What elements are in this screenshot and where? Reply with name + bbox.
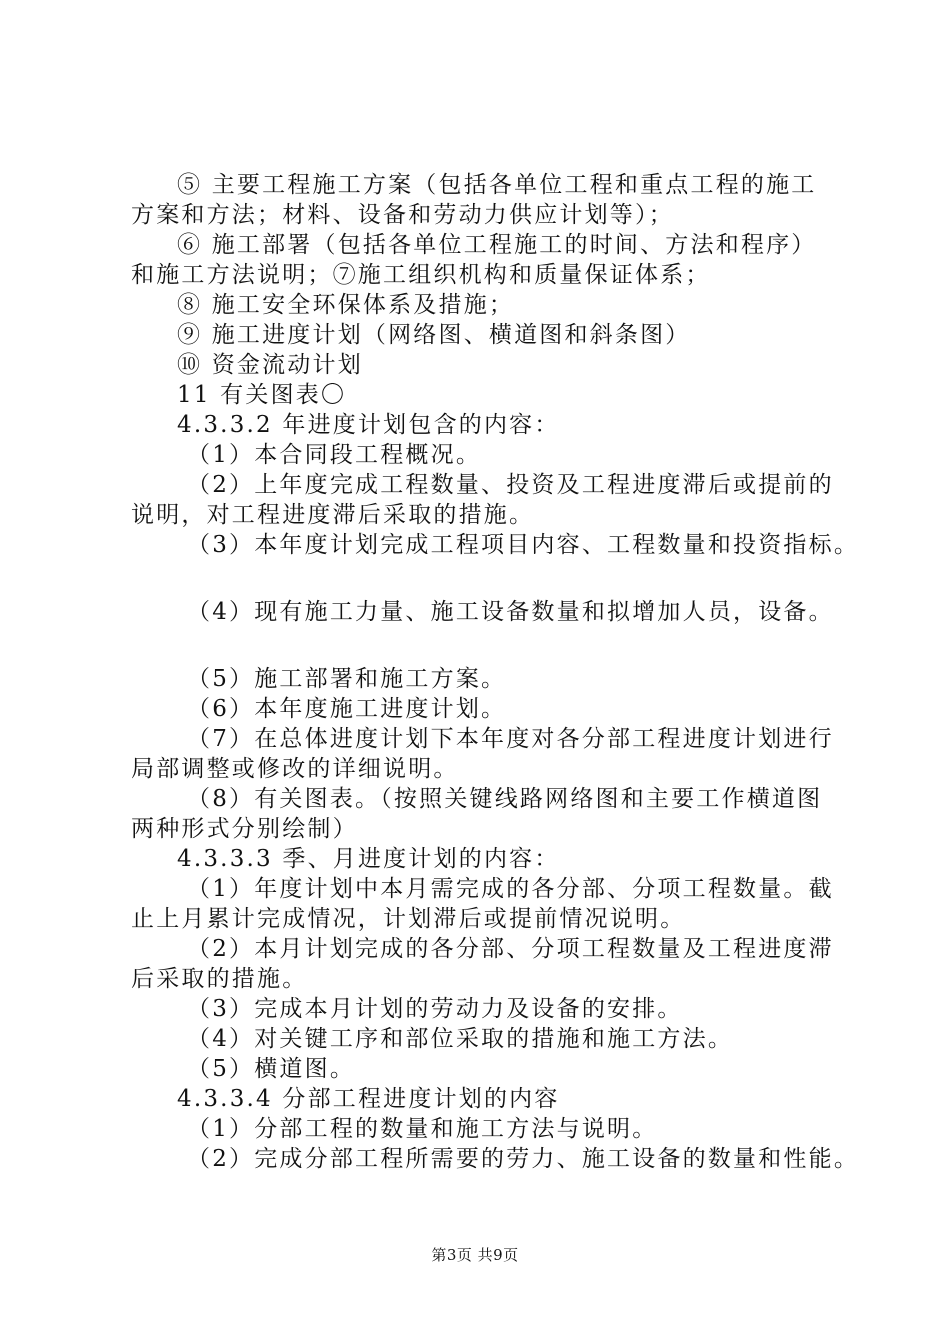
list-item: （3）完成本月计划的劳动力及设备的安排。 [187,996,683,1022]
text-line: 11 有关图表〇 [177,382,347,408]
list-item: （1）年度计划中本月需完成的各分部、分项工程数量。截 [187,876,834,902]
list-item: （1）本合同段工程概况。 [187,442,482,468]
list-item: （1）分部工程的数量和施工方法与说明。 [187,1116,658,1142]
text-line: 和施工方法说明；⑦施工组织机构和质量保证体系； [131,262,711,288]
text-line: 后采取的措施。 [131,966,308,992]
text-line: ⑤ 主要工程施工方案（包括各单位工程和重点工程的施工 [177,172,817,198]
list-item: （2）上年度完成工程数量、投资及工程进度滞后或提前的 [187,472,834,498]
list-item: （5）施工部署和施工方案。 [187,666,507,692]
text-line: ⑧ 施工安全环保体系及措施； [177,292,515,318]
section-heading: 4.3.3.3 季、月进度计划的内容： [177,846,560,872]
text-line: ⑩ 资金流动计划 [177,352,363,378]
text-line: 止上月累计完成情况，计划滞后或提前情况说明。 [131,906,686,932]
list-item: （4）对关键工序和部位采取的措施和施工方法。 [187,1026,734,1052]
list-item: （6）本年度施工进度计划。 [187,696,507,722]
text-line: 方案和方法；材料、设备和劳动力供应计划等）； [131,202,674,228]
section-heading: 4.3.3.2 年进度计划包含的内容： [177,412,560,438]
blank-line [131,560,856,597]
page-footer: 第3页 共9页 [431,1246,519,1264]
list-item: （4）现有施工力量、施工设备数量和拟增加人员，设备。 [187,599,834,625]
list-item: （5）横道图。 [187,1056,356,1082]
list-item: （3）本年度计划完成工程项目内容、工程数量和投资指标。 [187,532,860,558]
document-body [131,170,860,1174]
list-item: （8）有关图表。（按照关键线路网络图和主要工作横道图 [187,786,823,812]
list-item: （2）完成分部工程所需要的劳力、施工设备的数量和性能。 [187,1146,860,1172]
list-item: （7）在总体进度计划下本年度对各分部工程进度计划进行 [187,726,834,752]
text-line: 说明，对工程进度滞后采取的措施。 [131,502,535,528]
section-heading: 4.3.3.4 分部工程进度计划的内容 [177,1086,560,1112]
blank-line [131,627,856,664]
text-line: ⑥ 施工部署（包括各单位工程施工的时间、方法和程序） [177,232,817,258]
list-item: （2）本月计划完成的各分部、分项工程数量及工程进度滞 [187,936,834,962]
text-line: 两种形式分别绘制） [131,816,358,842]
text-line: ⑨ 施工进度计划（网络图、横道图和斜条图） [177,322,691,348]
text-line: 局部调整或修改的详细说明。 [131,756,459,782]
